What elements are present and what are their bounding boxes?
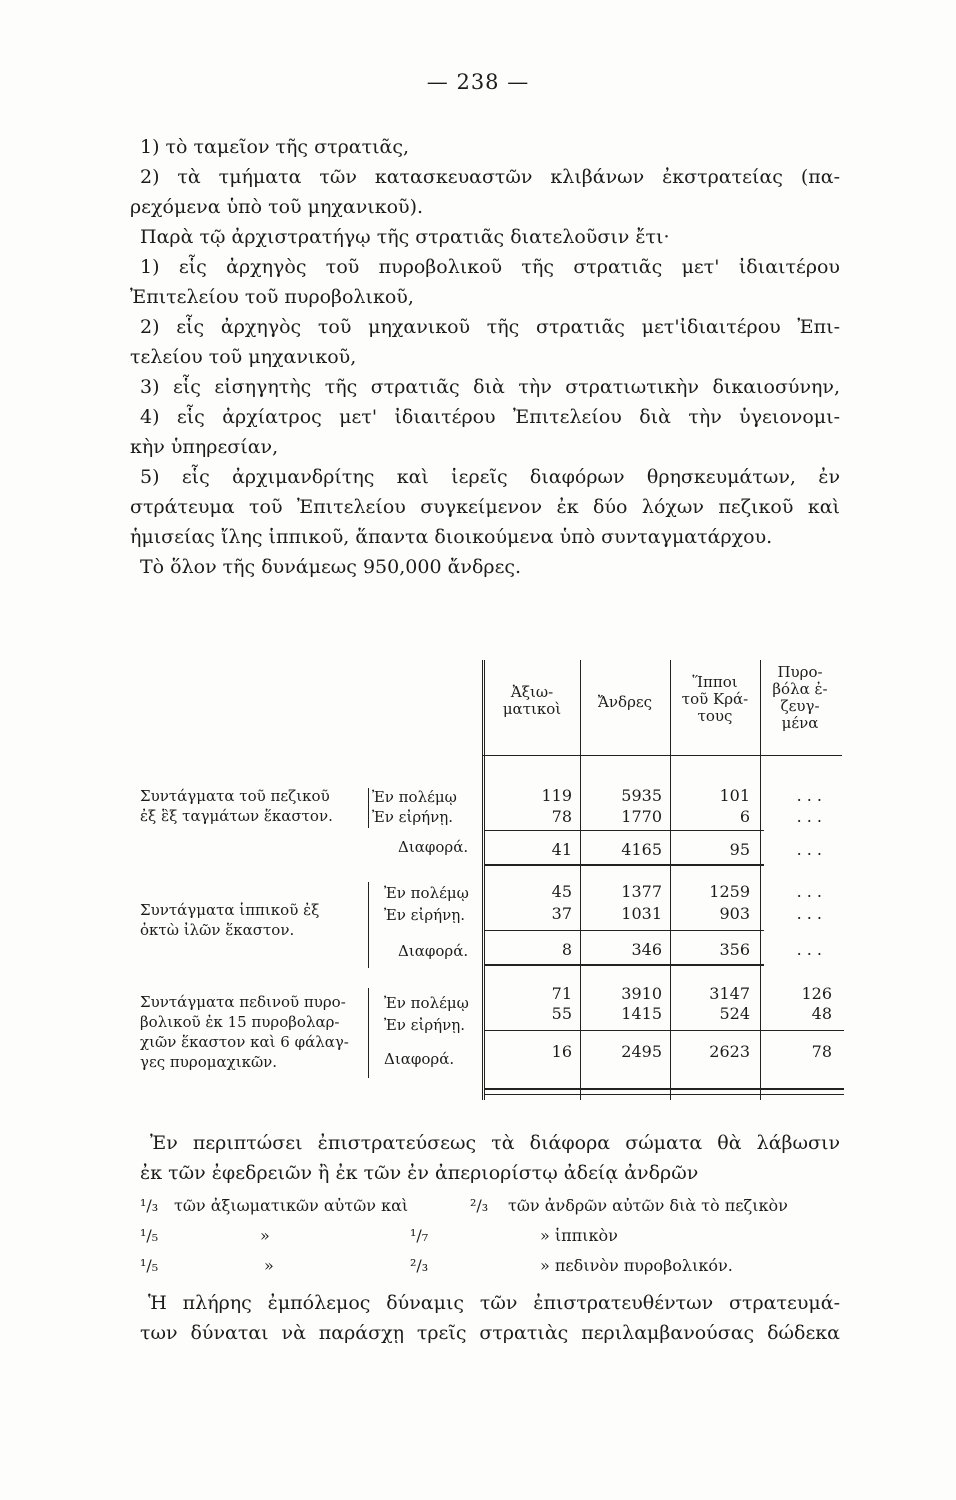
table-cell: . . . [796,807,822,826]
table-cell: 3147 [709,984,750,1003]
group-label-artillery: Συντάγματα πεδινοῦ πυρο- βολικοῦ ἐκ 15 πυροβολαρ- χιῶν ἕκαστον καὶ 6 φάλαγ- γες πυρομαχικῶν. [140,993,349,1071]
body-text-final [140,1288,840,1348]
table-cell: 1377 [621,882,662,901]
table-cell: 45 [551,882,572,901]
table-cell: 1031 [621,904,662,923]
table-cell: 37 [551,904,572,923]
group-label-infantry: Συντάγματα τοῦ πεζικοῦ ἐξ ἓξ ταγμάτων ἕκαστον. [140,787,333,825]
text-line: 5) εἷς ἀρχιμανδρίτης καὶ ἱερεῖς διαφόρων θρησκευμάτων, ἐν [140,466,840,488]
text-line: 2) εἷς ἀρχηγὸς τοῦ μηχανικοῦ τῆς στρατιᾶς μετ'ἰδιαιτέρου Ἐπι- [140,316,840,338]
text-line: Ἡ πλήρης ἐμπόλεμος δύναμις τῶν ἐπιστρατευθέντων στρατευμά- [148,1292,840,1314]
text-line: τελείου τοῦ μηχανικοῦ, [130,346,357,368]
table-cell: 1415 [621,1004,662,1023]
table-cell: 6 [739,807,750,826]
table-cell: 2623 [709,1042,750,1061]
header-officers: Ἀξιω- ματικοὶ [502,683,562,718]
table-cell: 78 [811,1042,832,1061]
row-kind: Ἐν εἰρήνῃ. [384,1016,466,1034]
table-cell: . . . [796,840,822,859]
table-cell: 101 [719,786,750,805]
header-horses: Ἵπποι τοῦ Κρά- τους [681,673,749,725]
body-text-top [130,132,840,582]
text-line: ἐκ τῶν ἐφεδρειῶν ἢ ἐκ τῶν ἐν ἀπεριορίστῳ ἀδείᾳ ἀνδρῶν [140,1162,699,1184]
table-cell: 903 [719,904,750,923]
table-cell: 95 [729,840,750,859]
table-cell: 2495 [621,1042,662,1061]
row-kind: Ἐν εἰρήνῃ. [372,808,454,826]
row-kind: Διαφορά. [398,942,469,960]
text-line: 4) εἷς ἀρχίατρος μετ' ἰδιαιτέρου Ἐπιτελείου διὰ τὴν ὑγειονομι- [140,406,840,428]
row-kind: Ἐν πολέμῳ [384,884,469,902]
text-line: Ἐν περιπτώσει ἐπιστρατεύσεως τὰ διάφορα σώματα θὰ λάβωσιν [150,1132,840,1154]
table-cell: 346 [631,940,662,959]
text-line: Ἐπιτελείου τοῦ πυροβολικοῦ, [130,286,414,308]
text-line: Τὸ ὅλον τῆς δυνάμεως 950,000 ἄνδρες. [140,556,522,578]
row-kind: Διαφορά. [384,1050,455,1068]
table-cell: . . . [796,904,822,923]
row-kind: Ἐν εἰρήνῃ. [384,906,466,924]
text-line: 1) εἷς ἀρχηγὸς τοῦ πυροβολικοῦ τῆς στρατιᾶς μετ' ἰδιαιτέρου [140,256,840,278]
text-line: Παρὰ τῷ ἀρχιστρατήγῳ τῆς στρατιᾶς διατελοῦσιν ἔτι· [140,226,670,248]
group-label-cavalry: Συντάγματα ἱππικοῦ ἐξ ὀκτὼ ἰλῶν ἕκαστον. [140,901,320,939]
table-cell: . . . [796,786,822,805]
table-cell: . . . [796,940,822,959]
text-line: 1) τὸ ταμεῖον τῆς στρατιᾶς, [140,136,410,158]
text-line: των δύναται νὰ παράσχῃ τρεῖς στρατιὰς περιλαμβανούσας δώδεκα [140,1322,840,1344]
table-cell: 41 [551,840,572,859]
table-cell: 1259 [709,882,750,901]
text-line: στράτευμα τοῦ Ἐπιτελείου συγκείμενον ἐκ δύο λόχων πεζικοῦ καὶ [130,496,840,518]
table-cell: 356 [719,940,750,959]
table-cell: 524 [719,1004,750,1023]
table-cell: 16 [551,1042,572,1061]
table-cell: 8 [561,940,572,959]
table-cell: 126 [801,984,832,1003]
body-text-mobilization [140,1128,840,1188]
text-line: ρεχόμενα ὑπὸ τοῦ μηχανικοῦ). [130,196,424,218]
header-guns: Πυρο- βόλα ἐ- ζευγ- μένα [772,663,828,732]
table-cell: 119 [541,786,572,805]
text-line: ἡμισείας ἴλης ἱππικοῦ, ἅπαντα διοικούμενα ὑπὸ συνταγματάρχου. [130,526,773,548]
table-cell: 48 [811,1004,832,1023]
table-cell: 78 [551,807,572,826]
table-cell: 55 [551,1004,572,1023]
table-cell: 5935 [621,786,662,805]
table-cell: 1770 [621,807,662,826]
row-kind: Ἐν πολέμῳ [384,994,469,1012]
page-number: — 238 — [426,70,530,94]
table-cell: . . . [796,882,822,901]
table-cell: 4165 [621,840,662,859]
row-kind: Διαφορά. [398,838,469,856]
text-line: 3) εἷς εἰσηγητὴς τῆς στρατιᾶς διὰ τὴν στρατιωτικὴν δικαιοσύνην, [140,376,840,398]
strength-table [140,660,840,1100]
text-line: 2) τὰ τμήματα τῶν κατασκευαστῶν κλιβάνων ἐκστρατείας (πα- [140,166,840,188]
table-cell: 3910 [621,984,662,1003]
table-cell: 71 [551,984,572,1003]
row-kind: Ἐν πολέμῳ [372,788,457,806]
header-men: Ἄνδρες [597,693,653,711]
text-line: κὴν ὑπηρεσίαν, [130,436,279,458]
